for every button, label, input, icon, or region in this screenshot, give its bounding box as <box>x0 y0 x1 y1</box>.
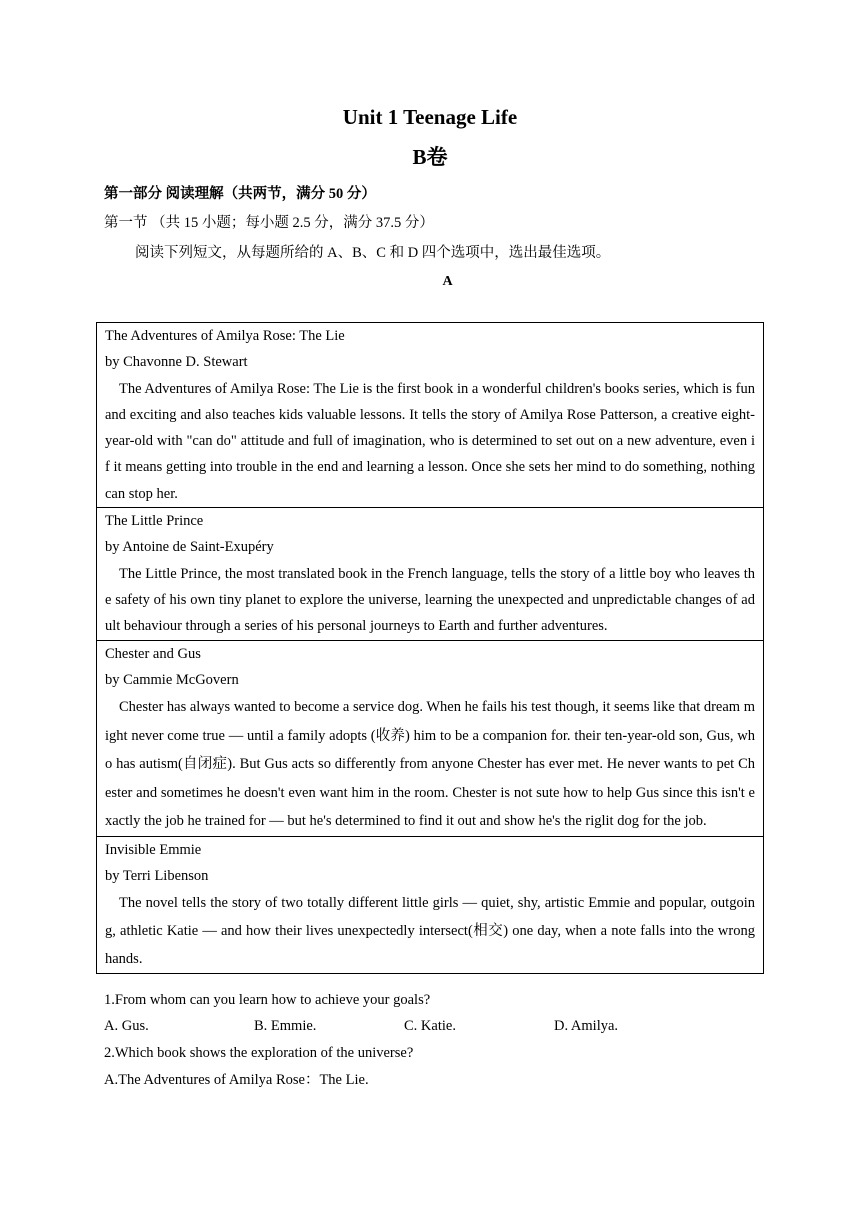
books-table <box>96 322 764 974</box>
instruction-text: 阅读下列短文，从每题所给的 A、B、C 和 D 四个选项中，选出最佳选项。 <box>135 245 611 261</box>
question-option: B. Emmie. <box>254 1018 317 1034</box>
book-author: by Chavonne D. Stewart <box>105 354 248 371</box>
book-author: by Antoine de Saint-Exupéry <box>105 539 274 556</box>
book-title: Chester and Gus <box>105 645 201 662</box>
book-description: The Little Prince, the most translated book in the French language, tells the story of a little boy who leaves the safety of his own tiny planet to explore the universe, learning the unexpected and unpredictable changes of adult behaviour through a series of his personal journeys to Earth and further adventures. <box>105 565 755 635</box>
passage-label: A <box>442 274 453 289</box>
question-option: C. Katie. <box>404 1018 456 1034</box>
question-option: A. Gus. <box>104 1018 149 1034</box>
book-author: by Cammie McGovern <box>105 671 239 688</box>
book-cell <box>97 508 764 640</box>
table-row <box>97 508 764 640</box>
book-cell <box>97 836 764 974</box>
page-title: Unit 1 Teenage Life <box>342 105 518 129</box>
table-row <box>97 323 764 508</box>
book-title: The Adventures of Amilya Rose: The Lie <box>105 328 345 344</box>
book-title: Invisible Emmie <box>105 841 202 858</box>
book-author: by Terri Libenson <box>105 867 209 884</box>
book-description: The novel tells the story of two totally different little girls — quiet, shy, artistic Emmie and popular, outgoing, athletic Katie — and how their lives unexpectedly intersect(相交) one day, when a note falls into the wrong hands. <box>105 895 755 968</box>
table-row <box>97 640 764 836</box>
question-option: A.The Adventures of Amilya Rose：The Lie. <box>104 1072 369 1088</box>
book-cell <box>97 640 764 836</box>
part-heading: 第一部分 阅读理解（共两节，满分 50 分） <box>104 186 376 202</box>
book-description: Chester has always wanted to become a service dog. When he fails his test though, it seems like that dream might never come true — until a family adopts (收养) him to be a companion for. their ten-year-old son, Gus, who has autism(自闭症). But Gus acts so differently from anyone Chester has ever met. He never wants to pet Chester and sometimes he doesn't even want him in the room. Chester is not sute how to help Gus since this isn't exactly the job he trained for — but he's determined to find it out and show he's the riglit dog for the job. <box>105 699 755 830</box>
book-description: The Adventures of Amilya Rose: The Lie is the first book in a wonderful children's books series, which is fun and exciting and also teaches kids valuable lessons. It tells the story of Amilya Rose Patterson, a creative eight-year-old with "can do" attitude and full of imagination, who is determined to set out on a new adventure, even if it means getting into trouble in the end and learning a lesson. Once she sets her mind to do something, nothing can stop her. <box>105 380 755 502</box>
question-option: D. Amilya. <box>554 1018 619 1034</box>
table-row <box>97 836 764 974</box>
question-stem: 2.Which book shows the exploration of the universe? <box>104 1045 414 1061</box>
page-subtitle: B卷 <box>412 145 448 169</box>
question-stem: 1.From whom can you learn how to achieve your goals? <box>104 992 431 1008</box>
section-heading: 第一节 （共 15 小题；每小题 2.5 分，满分 37.5 分） <box>104 215 434 231</box>
book-cell <box>97 323 764 508</box>
book-title: The Little Prince <box>105 513 204 530</box>
